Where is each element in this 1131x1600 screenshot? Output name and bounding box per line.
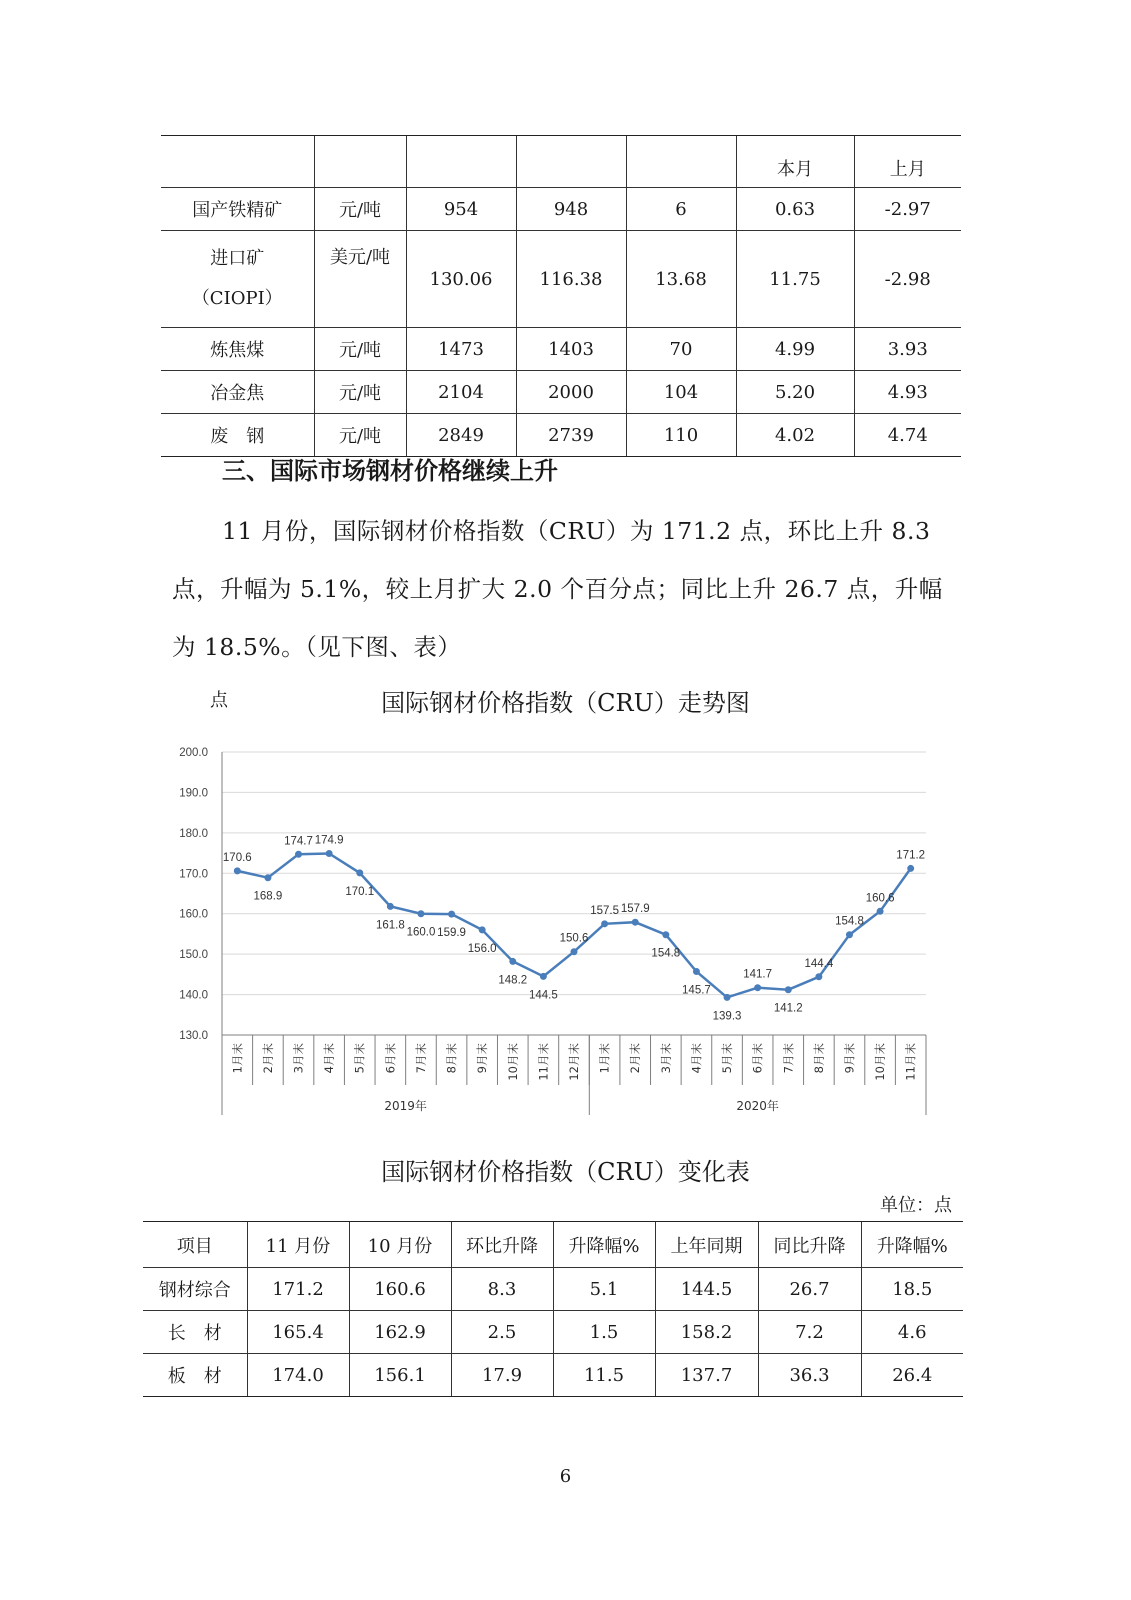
data-point [846, 931, 853, 938]
table-cell: 0.63 [736, 188, 854, 231]
data-label: 170.6 [222, 851, 252, 864]
table-cell: 156.1 [349, 1354, 451, 1397]
data-label: 174.7 [284, 835, 313, 848]
table-cell-line: 进口矿 [210, 248, 265, 269]
data-label: 144.5 [529, 989, 558, 1002]
table-cell: 26.7 [758, 1268, 861, 1311]
x-tick-label: 9月末 [475, 1043, 490, 1074]
table-row [143, 1268, 963, 1311]
table-cell: 冶金焦 [161, 371, 314, 414]
table-cell: 4.93 [854, 371, 961, 414]
x-tick-label: 4月末 [689, 1043, 704, 1074]
table-cell: 国产铁精矿 [161, 188, 314, 231]
data-label: 161.8 [375, 919, 405, 932]
table-cell: 137.7 [655, 1354, 758, 1397]
table-cell: 元/吨 [314, 371, 406, 414]
table-cell: 11.5 [553, 1354, 655, 1397]
data-label: 160.0 [406, 926, 436, 939]
table-cell: 8.3 [451, 1268, 553, 1311]
x-tick-label: 11月末 [903, 1043, 918, 1081]
table-cell: -2.98 [854, 231, 961, 328]
data-point [662, 931, 669, 938]
data-point [509, 958, 516, 965]
header-cell: 升降幅% [861, 1222, 963, 1268]
data-label: 168.9 [253, 890, 283, 903]
chart-unit-label: 点 [210, 690, 228, 711]
table-cell: 5.20 [736, 371, 854, 414]
table-cell: 165.4 [247, 1311, 349, 1354]
table-cell: 70 [626, 328, 736, 371]
table-cell: 18.5 [861, 1268, 963, 1311]
table-unit-label: 单位：点 [880, 1195, 952, 1216]
table-cell: 26.4 [861, 1354, 963, 1397]
table-row [143, 1354, 963, 1397]
data-label: 157.5 [590, 904, 619, 917]
table-cell: 2.5 [451, 1311, 553, 1354]
x-tick-label: 2月末 [260, 1043, 275, 1074]
table-cell: 1.5 [553, 1311, 655, 1354]
y-tick-label: 140.0 [179, 989, 208, 1002]
table-cell: 美元/吨 [314, 231, 406, 328]
table-cell: 4.02 [736, 414, 854, 457]
data-point [693, 968, 700, 975]
data-point [785, 986, 792, 993]
data-label: 156.0 [467, 942, 497, 955]
table-cell: 948 [516, 188, 626, 231]
data-point [326, 850, 333, 857]
data-label: 174.9 [314, 834, 344, 847]
y-tick-label: 160.0 [179, 908, 208, 921]
x-tick-label: 5月末 [352, 1043, 367, 1074]
table-cell: 2000 [516, 371, 626, 414]
x-tick-label: 8月末 [811, 1043, 826, 1074]
y-tick-label: 180.0 [179, 827, 208, 840]
table-cell: 144.5 [655, 1268, 758, 1311]
table-cell: 130.06 [406, 231, 516, 328]
table-cell: 2849 [406, 414, 516, 457]
data-point [264, 874, 271, 881]
x-tick-label: 1月末 [597, 1043, 612, 1074]
table-cell-line: （CIOPI） [191, 288, 283, 309]
table-cell: 36.3 [758, 1354, 861, 1397]
table-header-row [143, 1222, 963, 1268]
table-cell: 1473 [406, 328, 516, 371]
x-tick-label: 5月末 [720, 1043, 735, 1074]
group-label: 2020年 [736, 1099, 779, 1113]
x-tick-label: 7月末 [413, 1043, 428, 1074]
x-tick-label: 1月末 [230, 1043, 245, 1074]
header-cell: 环比升降 [451, 1222, 553, 1268]
table-cell: 4.6 [861, 1311, 963, 1354]
x-tick-label: 8月末 [444, 1043, 459, 1074]
data-point [815, 973, 822, 980]
table-cell: 元/吨 [314, 188, 406, 231]
table-cell: 158.2 [655, 1311, 758, 1354]
x-tick-label: 3月末 [291, 1043, 306, 1074]
data-label: 144.4 [804, 957, 834, 970]
header-cell: 11 月份 [247, 1222, 349, 1268]
table-cell: 13.68 [626, 231, 736, 328]
header-cell: 10 月份 [349, 1222, 451, 1268]
y-tick-label: 130.0 [179, 1030, 208, 1042]
table-cell: 116.38 [516, 231, 626, 328]
x-tick-label: 3月末 [658, 1043, 673, 1074]
table-cell: 5.1 [553, 1268, 655, 1311]
data-label: 141.7 [743, 968, 773, 981]
data-label: 157.9 [620, 903, 650, 916]
x-tick-label: 6月末 [383, 1043, 398, 1074]
body-paragraph: 11 月份，国际钢材价格指数（CRU）为 171.2 点，环比上升 8.3 点，升幅为 5.1%，较上月扩大 2.0 个百分点；同比上升 26.7 点，升幅为 18.5%。（见下图、表） [172, 517, 943, 661]
x-tick-label: 10月末 [873, 1043, 888, 1081]
data-point [601, 920, 608, 927]
table-cell: 钢材综合 [143, 1268, 247, 1311]
section-heading: 三、国际市场钢材价格继续上升 [222, 457, 558, 485]
data-label: 170.1 [345, 885, 375, 898]
data-point [356, 869, 363, 876]
table-cell: 板 材 [143, 1354, 247, 1397]
data-point [571, 948, 578, 955]
table-title: 国际钢材价格指数（CRU）变化表 [381, 1158, 750, 1186]
table-cell: 104 [626, 371, 736, 414]
table-cell: 6 [626, 188, 736, 231]
table-cell: 162.9 [349, 1311, 451, 1354]
x-tick-label: 2月末 [628, 1043, 643, 1074]
table-cell: 2104 [406, 371, 516, 414]
table-cell: 171.2 [247, 1268, 349, 1311]
header-cell: 项目 [143, 1222, 247, 1268]
header-cell: 升降幅% [553, 1222, 655, 1268]
table-cell: 11.75 [736, 231, 854, 328]
x-tick-label: 4月末 [322, 1043, 337, 1074]
data-label: 154.8 [651, 947, 681, 960]
data-label: 141.2 [773, 1002, 803, 1015]
table-cell: 7.2 [758, 1311, 861, 1354]
y-tick-label: 190.0 [179, 787, 208, 800]
y-tick-label: 150.0 [179, 949, 208, 962]
table-cell: 954 [406, 188, 516, 231]
data-point [724, 994, 731, 1001]
data-point [907, 865, 914, 872]
data-label: 139.3 [712, 1010, 742, 1023]
table-cell: 160.6 [349, 1268, 451, 1311]
data-point [754, 984, 761, 991]
table-cell: 17.9 [451, 1354, 553, 1397]
header-cell: 上月 [854, 136, 961, 188]
y-tick-label: 200.0 [179, 747, 208, 759]
data-point [387, 903, 394, 910]
data-label: 159.9 [437, 927, 466, 940]
data-point [632, 919, 639, 926]
table-cell: 4.99 [736, 328, 854, 371]
data-label: 145.7 [682, 984, 711, 997]
cru-change-table [143, 1221, 963, 1397]
data-point [295, 851, 302, 858]
x-tick-label: 6月末 [750, 1043, 765, 1074]
table-cell: 炼焦煤 [161, 328, 314, 371]
header-cell: 同比升降 [758, 1222, 861, 1268]
data-point [479, 926, 486, 933]
data-label: 150.6 [559, 932, 589, 945]
table-cell: 长 材 [143, 1311, 247, 1354]
data-label: 171.2 [896, 849, 926, 862]
table-cell: 4.74 [854, 414, 961, 457]
data-point [417, 910, 424, 917]
table-row [143, 1311, 963, 1354]
group-label: 2019年 [384, 1099, 427, 1113]
x-tick-label: 9月末 [842, 1043, 857, 1074]
table-cell: 3.93 [854, 328, 961, 371]
table-cell: 废 钢 [161, 414, 314, 457]
data-point [234, 867, 241, 874]
table-cell: 元/吨 [314, 414, 406, 457]
table-cell: 元/吨 [314, 328, 406, 371]
table-cell: 1403 [516, 328, 626, 371]
header-cell: 本月 [736, 136, 854, 188]
data-point [877, 908, 884, 915]
chart-title: 国际钢材价格指数（CRU）走势图 [381, 689, 750, 717]
x-tick-label: 10月末 [505, 1043, 520, 1081]
series-line [237, 854, 910, 998]
table-cell: 2739 [516, 414, 626, 457]
data-point [448, 911, 455, 918]
header-cell: 上年同期 [655, 1222, 758, 1268]
table-cell: -2.97 [854, 188, 961, 231]
page-number: 6 [559, 1466, 572, 1487]
data-label: 148.2 [498, 974, 528, 987]
x-tick-label: 12月末 [567, 1043, 581, 1081]
data-point [540, 973, 547, 980]
table-cell: 174.0 [247, 1354, 349, 1397]
data-label: 160.6 [865, 892, 895, 905]
y-tick-label: 170.0 [179, 868, 208, 881]
data-label: 154.8 [835, 915, 864, 928]
x-tick-label: 11月末 [536, 1043, 551, 1081]
x-tick-label: 7月末 [781, 1043, 796, 1074]
table-cell: 110 [626, 414, 736, 457]
